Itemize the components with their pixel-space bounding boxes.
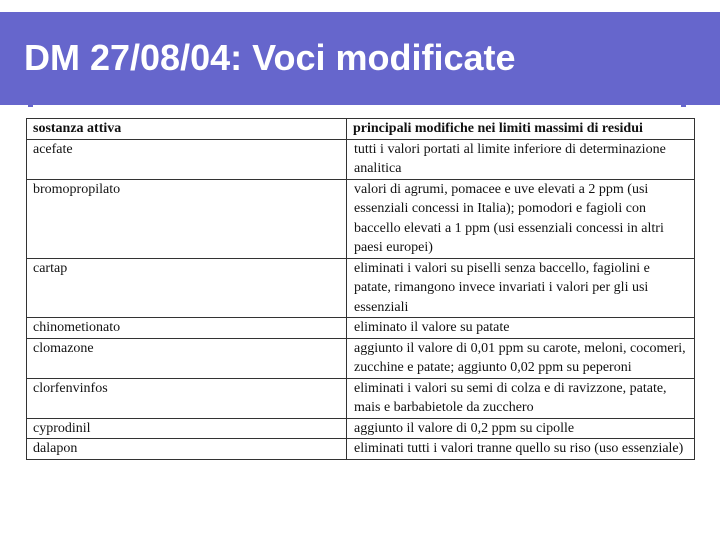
title-bar (0, 12, 720, 105)
table-row (27, 258, 695, 318)
header-changes: principali modifiche nei limiti massimi di residui (347, 119, 695, 140)
header-substance: sostanza attiva (27, 119, 347, 140)
table-row (27, 439, 695, 460)
table-row (27, 418, 695, 439)
table-row (27, 318, 695, 339)
table-row (27, 179, 695, 258)
right-accent-tick (681, 97, 686, 107)
table-row (27, 378, 695, 418)
title-underline (0, 105, 636, 109)
substance-cell: clomazone (27, 338, 347, 378)
substance-cell: acefate (27, 139, 347, 179)
change-cell: aggiunto il valore di 0,01 ppm su carote, meloni, cocomeri, zucchine e patate; aggiunto 0,02 ppm su peperoni (347, 338, 695, 378)
slide-title: DM 27/08/04: Voci modificate (24, 37, 516, 78)
substance-cell: cyprodinil (27, 418, 347, 439)
change-cell: tutti i valori portati al limite inferiore di determinazione analitica (347, 139, 695, 179)
table-header-row (27, 119, 695, 140)
left-accent-tick (28, 97, 33, 107)
change-cell: valori di agrumi, pomacee e uve elevati a 2 ppm (usi essenziali concessi in Italia); pomodori e fagioli con baccello elevati a 1 ppm (usi essenziali concessi in altri paesi europei) (347, 179, 695, 258)
change-cell: eliminato il valore su patate (347, 318, 695, 339)
change-cell: eliminati tutti i valori tranne quello su riso (uso essenziale) (347, 439, 695, 460)
substance-cell: cartap (27, 258, 347, 318)
substance-cell: dalapon (27, 439, 347, 460)
change-cell: aggiunto il valore di 0,2 ppm su cipolle (347, 418, 695, 439)
substance-cell: bromopropilato (27, 179, 347, 258)
residue-limits-table (26, 118, 695, 460)
change-cell: eliminati i valori su semi di colza e di ravizzone, patate, mais e barbabietole da zucchero (347, 378, 695, 418)
change-cell: eliminati i valori su piselli senza baccello, fagiolini e patate, rimangono invece invariati i valori per gli usi essenziali (347, 258, 695, 318)
table-row (27, 338, 695, 378)
substance-cell: chinometionato (27, 318, 347, 339)
table-row (27, 139, 695, 179)
substance-cell: clorfenvinfos (27, 378, 347, 418)
